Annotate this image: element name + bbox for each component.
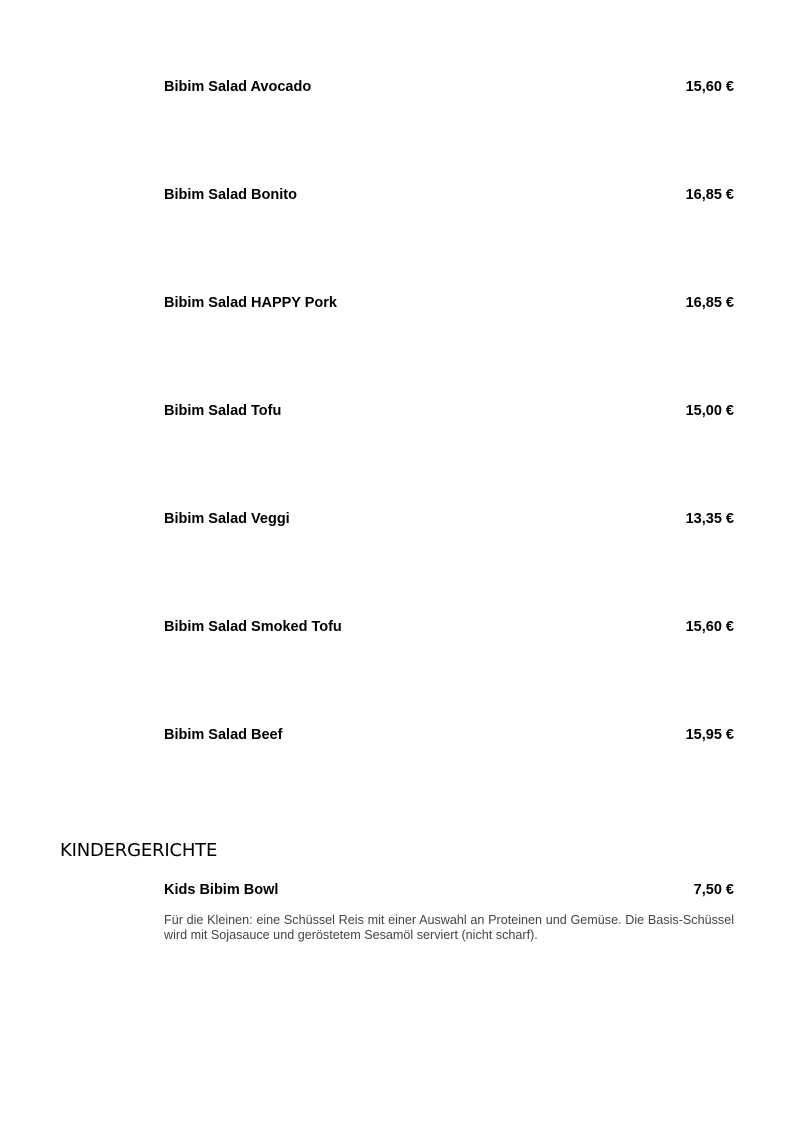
- menu-item-bibim-salad-bonito: [164, 185, 734, 205]
- menu-item-bibim-salad-beef: [164, 725, 734, 745]
- menu-item-price: 7,50 €: [693, 882, 734, 898]
- menu-item-price: 15,95 €: [685, 727, 734, 743]
- menu-item-name: Kids Bibim Bowl: [164, 882, 279, 898]
- menu-item-price: 13,35 €: [685, 511, 734, 527]
- menu-item-price: 16,85 €: [685, 295, 734, 311]
- menu-item-bibim-salad-smoked-tofu: [164, 617, 734, 637]
- menu-item-kids-bibim-bowl: [164, 880, 734, 900]
- menu-item-bibim-salad-veggi: [164, 509, 734, 529]
- menu-item-bibim-salad-tofu: [164, 401, 734, 421]
- menu-item-name: Bibim Salad Veggi: [164, 511, 290, 527]
- section-heading-kindergerichte: KINDERGERICHTE: [60, 840, 218, 861]
- menu-item-description: Für die Kleinen: eine Schüssel Reis mit einer Auswahl an Proteinen und Gemüse. Die Basis-Schüssel wird mit Sojasauce und geröstetem Sesamöl serviert (nicht scharf).: [164, 913, 734, 942]
- menu-item-price: 15,60 €: [685, 79, 734, 95]
- menu-item-name: Bibim Salad Avocado: [164, 79, 312, 95]
- menu-item-name: Bibim Salad Tofu: [164, 403, 282, 419]
- menu-item-price: 15,00 €: [685, 403, 734, 419]
- menu-item-bibim-salad-happy-pork: [164, 293, 734, 313]
- menu-item-name: Bibim Salad HAPPY Pork: [164, 295, 337, 311]
- menu-item-price: 16,85 €: [685, 187, 734, 203]
- menu-item-price: 15,60 €: [685, 619, 734, 635]
- menu-item-name: Bibim Salad Beef: [164, 727, 283, 743]
- menu-item-bibim-salad-avocado: [164, 77, 734, 97]
- menu-item-name: Bibim Salad Bonito: [164, 187, 297, 203]
- menu-item-name: Bibim Salad Smoked Tofu: [164, 619, 342, 635]
